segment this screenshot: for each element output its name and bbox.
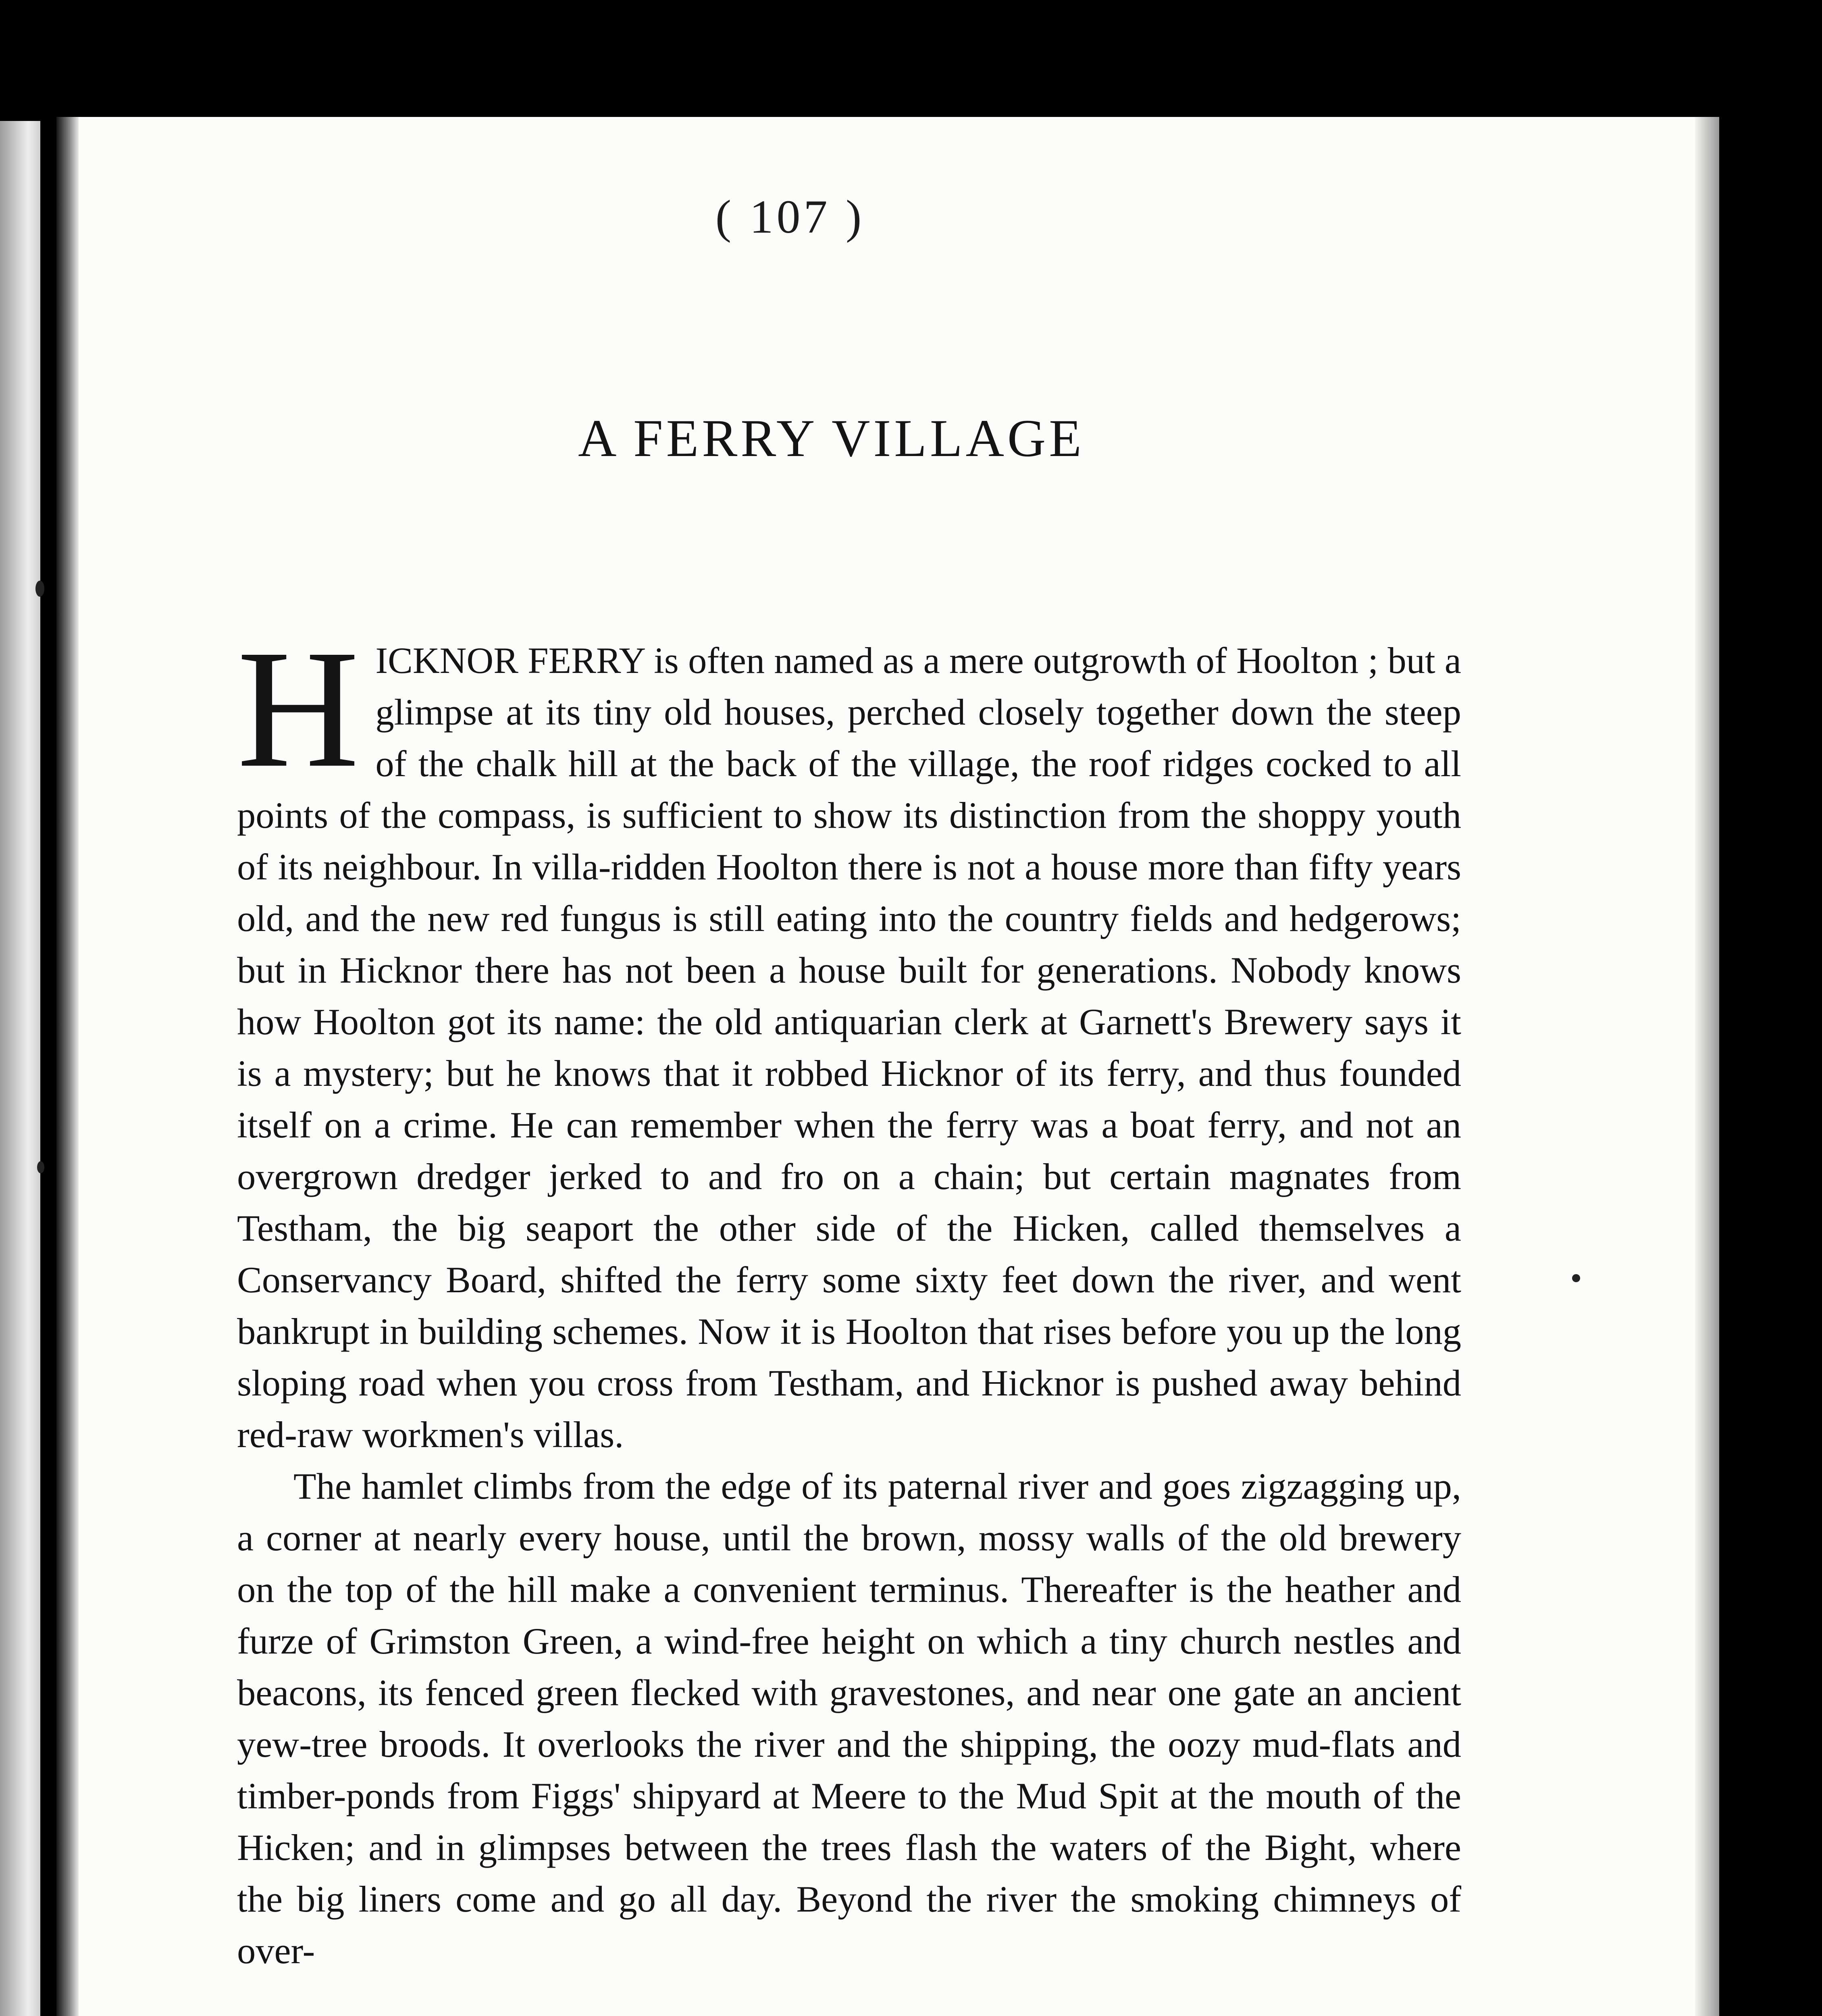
- previous-page-edge: [0, 121, 40, 2016]
- margin-speck: [35, 581, 44, 597]
- paragraph-2: The hamlet climbs from the edge of its paternal river and goes zigzagging up, a corner at nearly every house, until the brown, mossy walls of the old brewery on the top of the hill make a convenient terminus. Thereafter is the heather and furze of Grimston Green, a wind-free height on which a tiny church nestles and beacons, its fenced green flecked with gravestones, and near one gate an ancient yew-tree broods. It overlooks the river and the shipping, the oozy mud-flats and timber-ponds from Figgs' shipyard at Meere to the Mud Spit at the mouth of the Hicken; and in glimpses between the trees flash the waters of the Bight, where the big liners come and go all day. Beyond the river the smoking chimneys of over-: [237, 1466, 1461, 1972]
- page-number: ( 107 ): [715, 190, 865, 243]
- page-right-edge: [1695, 117, 1719, 2016]
- drop-cap: H: [237, 615, 360, 802]
- paragraph-1-text: ICKNOR FERRY is often named as a mere outgrowth of Hoolton ; but a glimpse at its tiny old houses, perched closely together down the steep of the chalk hill at the back of the village, the roof ridges cocked to all points of the compass, is sufficient to show its distinction from the shoppy youth of its neighbour. In villa-ridden Hoolton there is not a house more than fifty years old, and the new red fungus is still eating into the country fields and hedgerows; but in Hicknor there has not been a house built for generations. Nobody knows how Hoolton got its name: the old antiquarian clerk at Garnett's Brewery says it is a mystery; but he knows that it robbed Hicknor of its ferry, and thus founded itself on a crime. He can remember when the ferry was a boat ferry, and not an overgrown dredger jerked to and fro on a chain; but certain magnates from Testham, the big seaport the other side of the Hicken, called themselves a Conservancy Board, shifted the ferry some sixty feet down the river, and went bankrupt in building schemes. Now it is Hoolton that rises before you up the long sloping road when you cross from Testham, and Hicknor is pushed away behind red-raw workmen's villas.: [237, 640, 1461, 1456]
- margin-speck: [1572, 1274, 1580, 1282]
- paragraph-1: [237, 615, 1461, 1461]
- chapter-title: A FERRY VILLAGE: [578, 408, 1085, 468]
- margin-speck: [37, 1161, 44, 1173]
- page-gutter-shadow: [56, 117, 79, 2016]
- body-text: [237, 615, 1461, 1977]
